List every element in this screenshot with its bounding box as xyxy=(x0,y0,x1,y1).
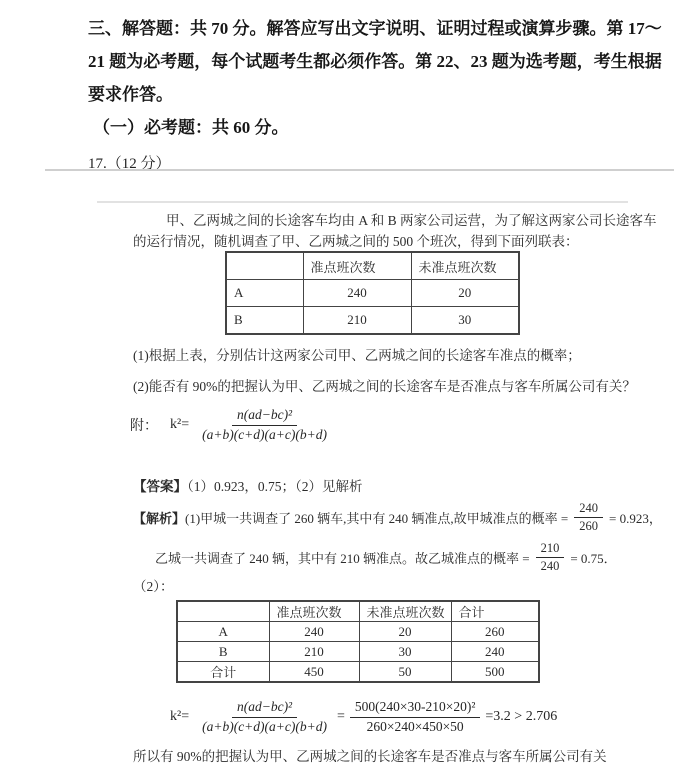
k2-fraction xyxy=(197,407,332,442)
fraction-a-denominator: 260 xyxy=(579,518,599,533)
analysis-line-2-text: 乙城一共调查了 240 辆，其中有 210 辆准点。故乙城准点的概率 = xyxy=(155,550,530,566)
section-header-line-2: 21 题为必考题，每个试题考生都必须作答。第 22、23 题为选考题，考生根据 xyxy=(88,52,662,71)
analysis-line-2 xyxy=(155,538,617,576)
k2-fraction-numerator: n(ad−bc)² xyxy=(232,407,297,425)
problem-intro-line-2: 的运行情况，随机调查了甲、乙两城之间的 500 个班次，得到下面列联表： xyxy=(133,234,579,249)
table2-row-b-total: 240 xyxy=(451,642,539,662)
table-header-row xyxy=(177,601,539,622)
k2-calc-symbolic-numerator: n(ad−bc)² xyxy=(232,699,297,717)
table2-row-a-ontime: 240 xyxy=(269,622,359,642)
divider-top xyxy=(45,169,674,171)
section-subheader: （一）必考题：共 60 分。 xyxy=(93,118,289,137)
table2-header-ontime: 准点班次数 xyxy=(269,601,359,622)
table-row xyxy=(226,307,519,335)
table1-row-b-late: 30 xyxy=(411,307,519,335)
answer-line xyxy=(133,477,363,496)
k2-lhs: k²= xyxy=(170,417,190,432)
formula-note-prefix: 附： xyxy=(130,419,158,434)
table-row xyxy=(177,642,539,662)
table1-row-b-ontime: 210 xyxy=(303,307,411,335)
section-header-line-1: 三、解答题：共 70 分。解答应写出文字说明、证明过程或演算步骤。第 17～ xyxy=(88,19,662,38)
table1-row-b-label: B xyxy=(226,307,303,335)
table2-total-total: 500 xyxy=(451,662,539,683)
answer-text: （1）0.923，0.75；（2）见解析 xyxy=(187,479,363,494)
conclusion-line: 所以有 90%的把握认为甲、乙两城之间的长途客车是否准点与客车所属公司有关 xyxy=(133,749,607,764)
table2-total-late: 50 xyxy=(359,662,451,683)
table2-row-a-total: 260 xyxy=(451,622,539,642)
fraction-a-numerator: 240 xyxy=(574,501,603,518)
table-header-row xyxy=(226,252,519,280)
table2-row-b-label: B xyxy=(177,642,269,662)
k2-fraction-denominator: (a+b)(c+d)(a+c)(b+d) xyxy=(202,426,327,442)
table2-header-late: 未准点班次数 xyxy=(359,601,451,622)
fraction-b-numerator: 210 xyxy=(536,541,565,558)
contingency-table-problem xyxy=(225,251,520,335)
table1-row-a-label: A xyxy=(226,280,303,307)
table2-row-a-label: A xyxy=(177,622,269,642)
k2-calc-numeric-numerator: 500(240×30-210×20)² xyxy=(350,699,481,717)
table-total-row xyxy=(177,662,539,683)
question-part-2: (2)能否有 90%的把握认为甲、乙两城之间的长途客车是否准点与客车所属公司有关？ xyxy=(133,379,636,394)
analysis-line-1-result: = 0.923， xyxy=(609,510,662,526)
section-header-line-3: 要求作答。 xyxy=(88,85,173,104)
table2-total-label: 合计 xyxy=(177,662,269,683)
question-number: 17.（12 分） xyxy=(88,156,171,172)
k2-computation xyxy=(170,692,557,742)
table2-header-blank xyxy=(177,601,269,622)
table-row xyxy=(226,280,519,307)
equals-sign: = xyxy=(336,709,345,724)
answer-label: 【答案】 xyxy=(133,479,187,494)
fraction-b-denominator: 240 xyxy=(540,558,560,573)
k2-calc-symbolic-denominator: (a+b)(c+d)(a+c)(b+d) xyxy=(202,718,327,734)
k2-calc-lhs: k²= xyxy=(170,709,190,724)
table-row xyxy=(177,622,539,642)
k2-calc-result: =3.2 > 2.706 xyxy=(485,709,558,724)
table1-header-late: 未准点班次数 xyxy=(411,252,519,280)
table1-row-a-late: 20 xyxy=(411,280,519,307)
probability-fraction-a xyxy=(574,501,603,534)
table2-row-b-ontime: 210 xyxy=(269,642,359,662)
k2-calc-numeric-denominator: 260×240×450×50 xyxy=(366,718,464,734)
table1-row-a-ontime: 240 xyxy=(303,280,411,307)
table2-total-ontime: 450 xyxy=(269,662,359,683)
table1-header-ontime: 准点班次数 xyxy=(303,252,411,280)
contingency-table-solution xyxy=(176,600,540,683)
table2-header-total: 合计 xyxy=(451,601,539,622)
section-header xyxy=(88,12,663,144)
divider-inner xyxy=(97,201,628,203)
table2-row-b-late: 30 xyxy=(359,642,451,662)
analysis-label: 【解析】 xyxy=(133,510,186,526)
analysis-line-2-result: = 0.75． xyxy=(570,550,617,566)
probability-fraction-b xyxy=(536,541,565,574)
table1-header-blank xyxy=(226,252,303,280)
analysis-line-1 xyxy=(133,498,662,536)
problem-intro-line-1: 甲、乙两城之间的长途客车均由 A 和 B 两家公司运营，为了解这两家公司长途客车 xyxy=(166,213,657,228)
analysis-line-1-text: (1)甲城一共调查了 260 辆车,其中有 240 辆准点,故甲城准点的概率 = xyxy=(185,510,569,526)
k2-reference-formula xyxy=(130,400,337,450)
analysis-part-2-label: （2）： xyxy=(133,579,174,594)
question-part-1: (1)根据上表，分别估计这两家公司甲、乙两城之间的长途客车准点的概率； xyxy=(133,348,581,363)
k2-calc-numeric-fraction xyxy=(350,699,481,734)
table2-row-a-late: 20 xyxy=(359,622,451,642)
k2-calc-symbolic-fraction xyxy=(197,699,332,734)
